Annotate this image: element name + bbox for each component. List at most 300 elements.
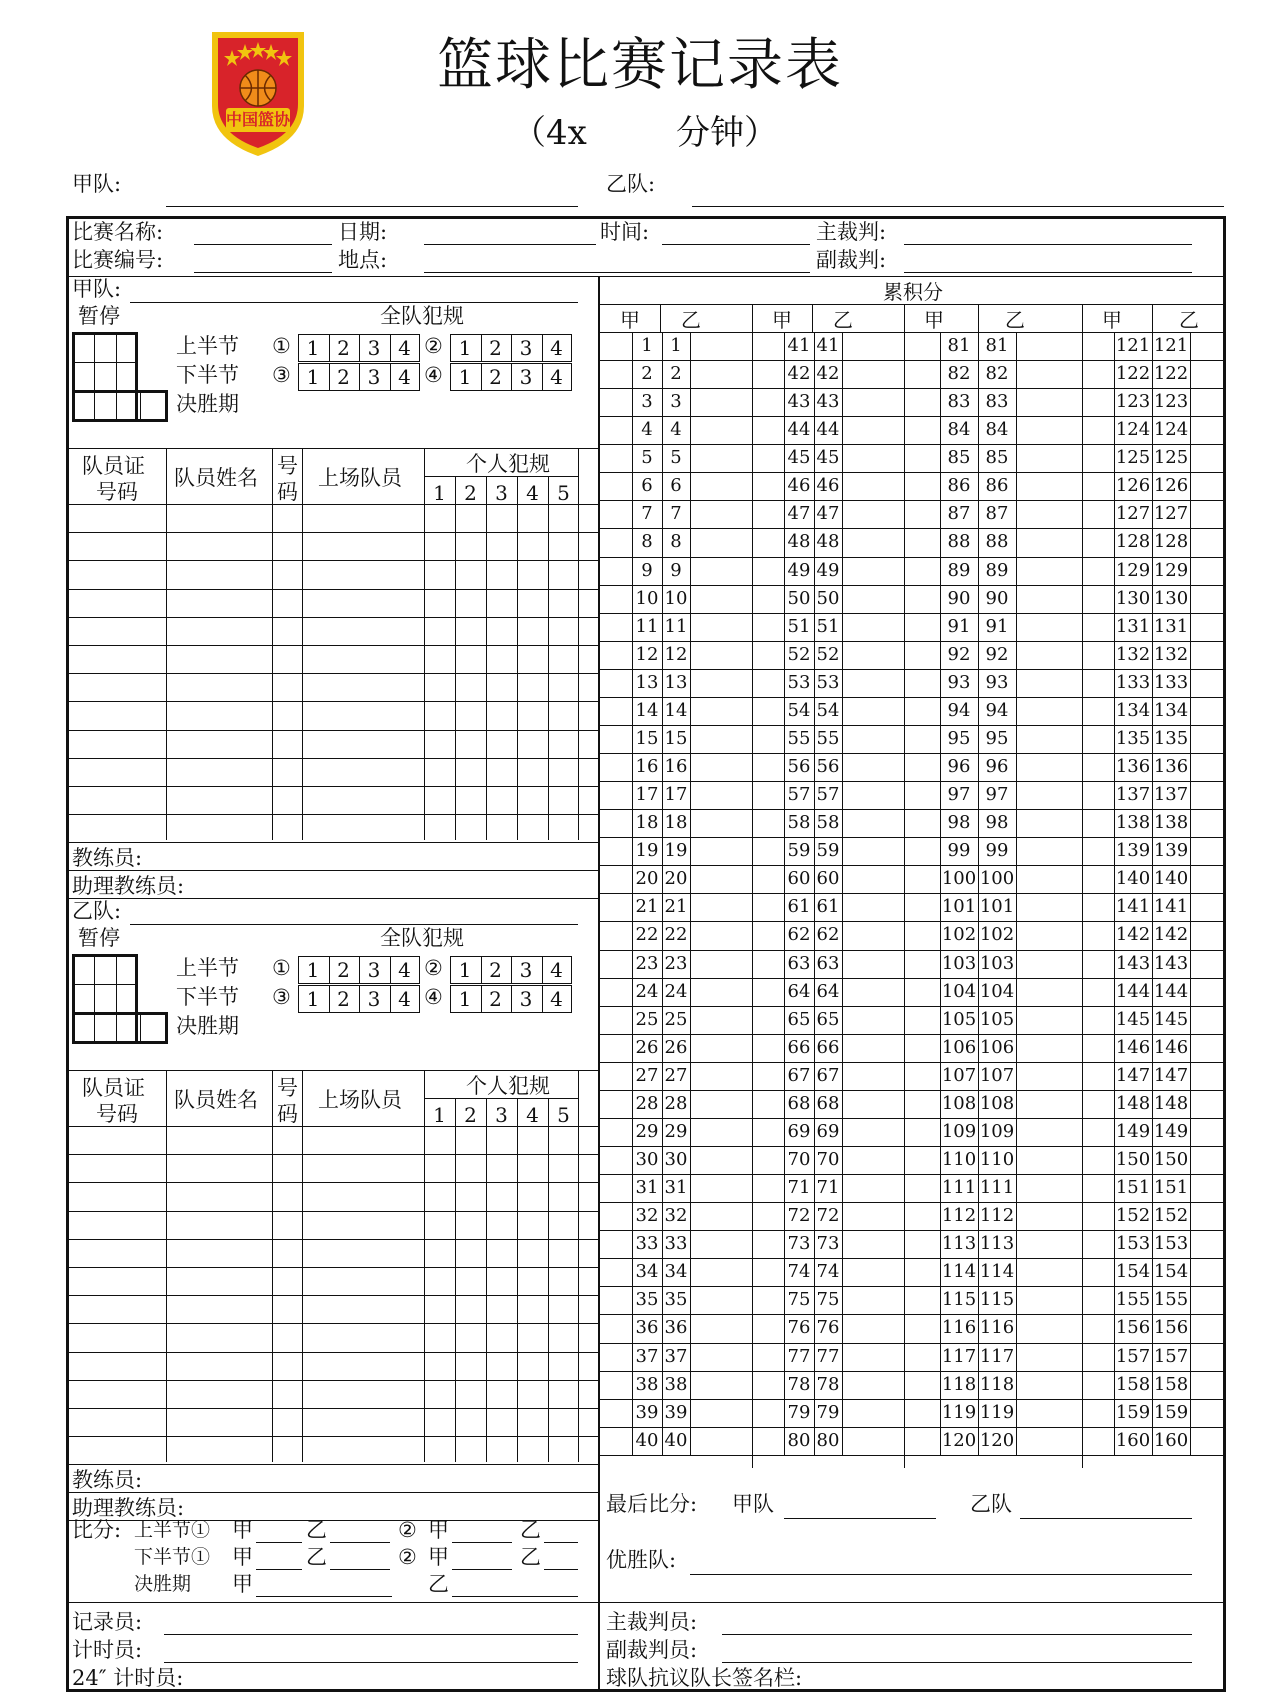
subtitle-open: （4x <box>512 113 587 153</box>
team-b-player-row[interactable] <box>168 1213 270 1237</box>
rs-cell-91[interactable] <box>941 614 1015 640</box>
team-a-foul-4-1: 1 <box>458 365 472 389</box>
rs-cell-71[interactable] <box>785 1175 841 1201</box>
rs-a-101: 101 <box>941 896 977 918</box>
rs-cell-48[interactable] <box>785 529 841 555</box>
rs-cell-41[interactable] <box>785 333 841 359</box>
team-a-coach-label: 教练员: <box>72 846 143 871</box>
rs-cell-104[interactable] <box>941 979 1015 1005</box>
rs-cell-69[interactable] <box>785 1119 841 1145</box>
rs-b-136: 136 <box>1153 756 1189 778</box>
rs-cell-82[interactable] <box>941 361 1015 387</box>
rs-a-148: 148 <box>1115 1092 1151 1114</box>
rs-cell-133[interactable] <box>1115 670 1189 696</box>
team-b-player-row[interactable] <box>168 1128 270 1152</box>
rs-cell-45[interactable] <box>785 445 841 471</box>
rs-row-line <box>600 444 1226 445</box>
team-b-timeout-cell[interactable] <box>96 986 114 1012</box>
rs-cell-8[interactable] <box>633 529 689 555</box>
rs-a-54: 54 <box>787 699 811 721</box>
rs-cell-10[interactable] <box>633 586 689 612</box>
team-b-player-row[interactable] <box>168 1269 270 1293</box>
team-a-name-field[interactable] <box>130 302 578 303</box>
rs-cell-46[interactable] <box>785 473 841 499</box>
scores-a2-field-2[interactable] <box>452 1569 512 1570</box>
protest-field[interactable] <box>818 1690 1192 1691</box>
rs-a-47: 47 <box>787 503 811 525</box>
team-b-timeout-cell[interactable] <box>74 956 92 982</box>
team-a-timeout-cell[interactable] <box>96 334 114 360</box>
rs-cell-150[interactable] <box>1115 1147 1189 1173</box>
rs-cell-94[interactable] <box>941 698 1015 724</box>
rs-b-37: 37 <box>664 1345 688 1367</box>
rs-cell-83[interactable] <box>941 389 1015 415</box>
rs-a-132: 132 <box>1115 643 1151 665</box>
team-b-foul-1-3: 3 <box>367 958 381 982</box>
rs-cell-23[interactable] <box>633 951 689 977</box>
team-a-col-id-2: 号码 <box>96 480 138 504</box>
rs-cell-38[interactable] <box>633 1372 689 1398</box>
rs-cell-148[interactable] <box>1115 1091 1189 1117</box>
rs-cell-130[interactable] <box>1115 586 1189 612</box>
shot-clock-field[interactable] <box>194 1690 578 1691</box>
rs-cell-24[interactable] <box>633 979 689 1005</box>
rs-cell-155[interactable] <box>1115 1287 1189 1313</box>
rs-cell-102[interactable] <box>941 922 1015 948</box>
rs-cell-115[interactable] <box>941 1287 1015 1313</box>
rs-cell-39[interactable] <box>633 1400 689 1426</box>
rs-a-107: 107 <box>941 1064 977 1086</box>
rs-cell-88[interactable] <box>941 529 1015 555</box>
rs-cell-116[interactable] <box>941 1315 1015 1341</box>
rs-cell-68[interactable] <box>785 1091 841 1117</box>
grid-line <box>1152 304 1153 332</box>
rs-cell-108[interactable] <box>941 1091 1015 1117</box>
rs-cell-107[interactable] <box>941 1063 1015 1089</box>
rs-cell-153[interactable] <box>1115 1231 1189 1257</box>
rs-cell-55[interactable] <box>785 726 841 752</box>
team-b-player-row[interactable] <box>168 1297 270 1321</box>
final-team-b-field[interactable] <box>1020 1518 1192 1519</box>
rs-cell-122[interactable] <box>1115 361 1189 387</box>
rs-cell-147[interactable] <box>1115 1063 1189 1089</box>
team-b-player-row[interactable] <box>168 1410 270 1434</box>
rs-cell-21[interactable] <box>633 894 689 920</box>
team-a-timeout-cell[interactable] <box>118 394 136 420</box>
team-a-player-row[interactable] <box>168 534 270 558</box>
rs-a-26: 26 <box>635 1036 659 1058</box>
rs-cell-127[interactable] <box>1115 501 1189 527</box>
rs-cell-34[interactable] <box>633 1259 689 1285</box>
rs-b-29: 29 <box>664 1120 688 1142</box>
scores-a1-field-1[interactable] <box>256 1542 302 1543</box>
rs-head-a-0: 甲 <box>620 308 640 332</box>
rs-cell-57[interactable] <box>785 782 841 808</box>
rs-a-139: 139 <box>1115 840 1151 862</box>
team-b-player-row[interactable] <box>168 1184 270 1208</box>
rs-cell-154[interactable] <box>1115 1259 1189 1285</box>
scores-ot-b-field[interactable] <box>452 1596 578 1597</box>
scores-a1-field-2[interactable] <box>256 1569 302 1570</box>
rs-cell-119[interactable] <box>941 1400 1015 1426</box>
rs-cell-98[interactable] <box>941 810 1015 836</box>
team-b-col-num-2: 码 <box>277 1102 298 1126</box>
rs-cell-117[interactable] <box>941 1344 1015 1370</box>
rs-cell-25[interactable] <box>633 1007 689 1033</box>
rs-cell-30[interactable] <box>633 1147 689 1173</box>
rs-cell-72[interactable] <box>785 1203 841 1229</box>
rs-cell-73[interactable] <box>785 1231 841 1257</box>
rs-b-137: 137 <box>1153 784 1189 806</box>
rs-cell-120[interactable] <box>941 1428 1015 1454</box>
team-a-player-row[interactable] <box>168 675 270 699</box>
rs-cell-11[interactable] <box>633 614 689 640</box>
rs-b-108: 108 <box>979 1092 1015 1114</box>
team-b-player-row[interactable] <box>168 1438 270 1462</box>
rs-row-line <box>600 1314 1226 1315</box>
rs-cell-129[interactable] <box>1115 558 1189 584</box>
team-a-row-line <box>66 617 598 618</box>
rs-a-31: 31 <box>635 1177 659 1199</box>
team-b-timeout-cell[interactable] <box>118 986 136 1012</box>
rs-cell-143[interactable] <box>1115 951 1189 977</box>
team-a-player-row[interactable] <box>168 647 270 671</box>
page-title: 篮球比赛记录表 <box>437 33 843 98</box>
grid-line <box>600 304 1226 305</box>
rs-cell-28[interactable] <box>633 1091 689 1117</box>
scores-b1-field-1[interactable] <box>330 1542 390 1543</box>
rs-cell-141[interactable] <box>1115 894 1189 920</box>
rs-a-125: 125 <box>1115 447 1151 469</box>
rs-cell-53[interactable] <box>785 670 841 696</box>
match-no-field[interactable] <box>194 272 332 273</box>
rs-cell-51[interactable] <box>785 614 841 640</box>
rs-a-105: 105 <box>941 1008 977 1030</box>
rs-cell-17[interactable] <box>633 782 689 808</box>
rs-cell-113[interactable] <box>941 1231 1015 1257</box>
rs-cell-90[interactable] <box>941 586 1015 612</box>
final-team-a-field[interactable] <box>784 1518 936 1519</box>
rs-cell-15[interactable] <box>633 726 689 752</box>
time-field[interactable] <box>662 244 810 245</box>
rs-a-76: 76 <box>787 1317 811 1339</box>
rs-cell-74[interactable] <box>785 1259 841 1285</box>
rs-cell-36[interactable] <box>633 1315 689 1341</box>
rs-cell-93[interactable] <box>941 670 1015 696</box>
grid-line <box>116 392 117 420</box>
rs-cell-9[interactable] <box>633 558 689 584</box>
rs-cell-31[interactable] <box>633 1175 689 1201</box>
rs-cell-110[interactable] <box>941 1147 1015 1173</box>
team-b-player-row[interactable] <box>168 1241 270 1265</box>
assistant-referee-field[interactable] <box>904 272 1192 273</box>
rs-b-66: 66 <box>816 1036 840 1058</box>
team-b-timeout-cell[interactable] <box>118 956 136 982</box>
rs-cell-149[interactable] <box>1115 1119 1189 1145</box>
rs-b-78: 78 <box>816 1373 840 1395</box>
team-a-player-row[interactable] <box>168 732 270 756</box>
rs-cell-87[interactable] <box>941 501 1015 527</box>
rs-cell-146[interactable] <box>1115 1035 1189 1061</box>
rs-cell-59[interactable] <box>785 838 841 864</box>
rs-a-143: 143 <box>1115 952 1151 974</box>
rs-cell-109[interactable] <box>941 1119 1015 1145</box>
rs-cell-81[interactable] <box>941 333 1015 359</box>
team-a-pf-4: 4 <box>526 481 539 505</box>
rs-cell-77[interactable] <box>785 1344 841 1370</box>
team-a-player-row[interactable] <box>168 816 270 840</box>
rs-cell-60[interactable] <box>785 866 841 892</box>
assistant-official-field[interactable] <box>722 1662 1192 1663</box>
rs-cell-35[interactable] <box>633 1287 689 1313</box>
rs-cell-139[interactable] <box>1115 838 1189 864</box>
team-b-foul-2-4: 4 <box>550 958 563 982</box>
team-b-col-pf: 个人犯规 <box>466 1074 550 1098</box>
rs-cell-126[interactable] <box>1115 473 1189 499</box>
rs-cell-136[interactable] <box>1115 754 1189 780</box>
rs-a-118: 118 <box>941 1373 977 1395</box>
rs-cell-62[interactable] <box>785 922 841 948</box>
rs-cell-160[interactable] <box>1115 1428 1189 1454</box>
rs-cell-16[interactable] <box>633 754 689 780</box>
rs-row-line <box>600 1062 1226 1063</box>
rs-cell-89[interactable] <box>941 558 1015 584</box>
rs-cell-49[interactable] <box>785 558 841 584</box>
rs-cell-5[interactable] <box>633 445 689 471</box>
team-a-row-line <box>66 589 598 590</box>
team-b-player-row[interactable] <box>168 1325 270 1349</box>
rs-cell-86[interactable] <box>941 473 1015 499</box>
scores-a2-field-1[interactable] <box>452 1542 512 1543</box>
rs-cell-144[interactable] <box>1115 979 1189 1005</box>
team-b-timeout-cell[interactable] <box>74 986 92 1012</box>
rs-cell-75[interactable] <box>785 1287 841 1313</box>
rs-cell-50[interactable] <box>785 586 841 612</box>
rs-cell-103[interactable] <box>941 951 1015 977</box>
rs-cell-67[interactable] <box>785 1063 841 1089</box>
rs-cell-1[interactable] <box>633 333 689 359</box>
date-field[interactable] <box>424 244 596 245</box>
team-a-line[interactable] <box>166 206 578 207</box>
team-a-timeout-cell[interactable] <box>74 364 92 390</box>
rs-cell-79[interactable] <box>785 1400 841 1426</box>
rs-cell-124[interactable] <box>1115 417 1189 443</box>
team-b-timeout-cell[interactable] <box>118 1016 136 1042</box>
team-b-timeout-cell[interactable] <box>96 956 114 982</box>
rs-cell-33[interactable] <box>633 1231 689 1257</box>
rs-cell-137[interactable] <box>1115 782 1189 808</box>
rs-cell-66[interactable] <box>785 1035 841 1061</box>
rs-cell-84[interactable] <box>941 417 1015 443</box>
rs-cell-123[interactable] <box>1115 389 1189 415</box>
rs-cell-2[interactable] <box>633 361 689 387</box>
rs-cell-152[interactable] <box>1115 1203 1189 1229</box>
rs-cell-131[interactable] <box>1115 614 1189 640</box>
team-a-timeout-cell[interactable] <box>118 364 136 390</box>
scorer-field[interactable] <box>164 1634 578 1635</box>
rs-cell-80[interactable] <box>785 1428 841 1454</box>
rs-a-124: 124 <box>1115 419 1151 441</box>
team-a-timeout-cell[interactable] <box>74 334 92 360</box>
rs-cell-43[interactable] <box>785 389 841 415</box>
rs-a-75: 75 <box>787 1289 811 1311</box>
rs-cell-140[interactable] <box>1115 866 1189 892</box>
rs-cell-92[interactable] <box>941 642 1015 668</box>
rs-b-45: 45 <box>816 447 840 469</box>
rs-b-111: 111 <box>979 1177 1015 1199</box>
rs-cell-138[interactable] <box>1115 810 1189 836</box>
rs-a-41: 41 <box>787 335 811 356</box>
rs-cell-96[interactable] <box>941 754 1015 780</box>
rs-cell-14[interactable] <box>633 698 689 724</box>
team-a-player-row[interactable] <box>168 506 270 530</box>
rs-cell-111[interactable] <box>941 1175 1015 1201</box>
rs-cell-158[interactable] <box>1115 1372 1189 1398</box>
rs-cell-26[interactable] <box>633 1035 689 1061</box>
rs-a-127: 127 <box>1115 503 1151 525</box>
team-a-player-row[interactable] <box>168 562 270 586</box>
rs-cell-95[interactable] <box>941 726 1015 752</box>
rs-cell-19[interactable] <box>633 838 689 864</box>
rs-cell-61[interactable] <box>785 894 841 920</box>
team-b-foul-1-4: 4 <box>398 958 411 982</box>
venue-field[interactable] <box>424 272 810 273</box>
team-b-line[interactable] <box>692 206 1224 207</box>
scores-b2-field-2[interactable] <box>544 1569 578 1570</box>
rs-cell-125[interactable] <box>1115 445 1189 471</box>
rs-row-line <box>600 669 1226 670</box>
team-a-timeout-cell[interactable] <box>96 394 114 420</box>
team-b-player-row[interactable] <box>168 1354 270 1378</box>
rs-cell-99[interactable] <box>941 838 1015 864</box>
rs-cell-18[interactable] <box>633 810 689 836</box>
rs-cell-112[interactable] <box>941 1203 1015 1229</box>
rs-row-line <box>600 641 1226 642</box>
rs-cell-13[interactable] <box>633 670 689 696</box>
rs-cell-118[interactable] <box>941 1372 1015 1398</box>
rs-a-133: 133 <box>1115 671 1151 693</box>
rs-row-line <box>600 1230 1226 1231</box>
rs-cell-70[interactable] <box>785 1147 841 1173</box>
rs-cell-134[interactable] <box>1115 698 1189 724</box>
rs-cell-114[interactable] <box>941 1259 1015 1285</box>
team-a-timeout-cell[interactable] <box>96 364 114 390</box>
grid-line <box>302 1070 303 1462</box>
rs-cell-54[interactable] <box>785 698 841 724</box>
team-b-timeout-cell[interactable] <box>74 1016 92 1042</box>
scores-b2-field-1[interactable] <box>544 1542 578 1543</box>
rs-cell-20[interactable] <box>633 866 689 892</box>
rs-cell-105[interactable] <box>941 1007 1015 1033</box>
rs-cell-135[interactable] <box>1115 726 1189 752</box>
rs-cell-37[interactable] <box>633 1344 689 1370</box>
rs-cell-63[interactable] <box>785 951 841 977</box>
rs-cell-121[interactable] <box>1115 333 1189 359</box>
rs-b-150: 150 <box>1153 1149 1189 1171</box>
rs-cell-40[interactable] <box>633 1428 689 1454</box>
team-b-timeout-cell[interactable] <box>96 1016 114 1042</box>
team-a-table-top <box>66 448 598 449</box>
rs-cell-47[interactable] <box>785 501 841 527</box>
rs-a-7: 7 <box>641 503 653 525</box>
rs-b-93: 93 <box>985 671 1009 693</box>
rs-cell-128[interactable] <box>1115 529 1189 555</box>
team-b-player-row[interactable] <box>168 1382 270 1406</box>
rs-cell-142[interactable] <box>1115 922 1189 948</box>
rs-a-150: 150 <box>1115 1149 1151 1171</box>
rs-cell-27[interactable] <box>633 1063 689 1089</box>
rs-cell-58[interactable] <box>785 810 841 836</box>
rs-cell-44[interactable] <box>785 417 841 443</box>
team-a-player-row[interactable] <box>168 619 270 643</box>
team-a-timeout-cell[interactable] <box>118 334 136 360</box>
rs-b-121: 121 <box>1153 335 1189 356</box>
rs-cell-12[interactable] <box>633 642 689 668</box>
timer-field[interactable] <box>164 1662 578 1663</box>
team-a-timeout-cell[interactable] <box>74 394 92 420</box>
chief-referee-field[interactable] <box>904 244 1192 245</box>
team-b-player-row[interactable] <box>168 1156 270 1180</box>
rs-cell-6[interactable] <box>633 473 689 499</box>
rs-b-89: 89 <box>985 559 1009 581</box>
rs-cell-76[interactable] <box>785 1315 841 1341</box>
scores-b1-field-2[interactable] <box>330 1569 390 1570</box>
scores-ot-a-field[interactable] <box>256 1596 392 1597</box>
team-b-name-field[interactable] <box>130 924 578 925</box>
rs-b-90: 90 <box>985 587 1009 609</box>
grid-line <box>72 984 138 985</box>
rs-cell-29[interactable] <box>633 1119 689 1145</box>
match-name-field[interactable] <box>194 244 332 245</box>
rs-cell-42[interactable] <box>785 361 841 387</box>
venue-label: 地点: <box>338 248 388 272</box>
rs-cell-132[interactable] <box>1115 642 1189 668</box>
rs-b-79: 79 <box>816 1401 840 1423</box>
rs-cell-64[interactable] <box>785 979 841 1005</box>
rs-cell-52[interactable] <box>785 642 841 668</box>
rs-cell-156[interactable] <box>1115 1315 1189 1341</box>
rs-cell-85[interactable] <box>941 445 1015 471</box>
rs-cell-145[interactable] <box>1115 1007 1189 1033</box>
team-a-player-row[interactable] <box>168 788 270 812</box>
team-a-foul-2-4: 4 <box>550 336 563 360</box>
team-b-pf-4: 4 <box>526 1103 539 1127</box>
rs-cell-78[interactable] <box>785 1372 841 1398</box>
rs-cell-100[interactable] <box>941 866 1015 892</box>
team-a-player-row[interactable] <box>168 760 270 784</box>
winner-field[interactable] <box>690 1574 1192 1575</box>
timer-label: 计时员: <box>72 1638 143 1662</box>
rs-cell-106[interactable] <box>941 1035 1015 1061</box>
rs-cell-4[interactable] <box>633 417 689 443</box>
team-a-player-row[interactable] <box>168 703 270 727</box>
chief-official-field[interactable] <box>722 1634 1192 1635</box>
rs-cell-7[interactable] <box>633 501 689 527</box>
rs-cell-65[interactable] <box>785 1007 841 1033</box>
rs-a-71: 71 <box>787 1177 811 1199</box>
rs-cell-101[interactable] <box>941 894 1015 920</box>
rs-cell-157[interactable] <box>1115 1344 1189 1370</box>
rs-cell-22[interactable] <box>633 922 689 948</box>
rs-cell-3[interactable] <box>633 389 689 415</box>
rs-cell-56[interactable] <box>785 754 841 780</box>
rs-row-line <box>600 1427 1226 1428</box>
rs-cell-97[interactable] <box>941 782 1015 808</box>
rs-cell-159[interactable] <box>1115 1400 1189 1426</box>
team-a-player-row[interactable] <box>168 591 270 615</box>
rs-cell-151[interactable] <box>1115 1175 1189 1201</box>
rs-cell-32[interactable] <box>633 1203 689 1229</box>
